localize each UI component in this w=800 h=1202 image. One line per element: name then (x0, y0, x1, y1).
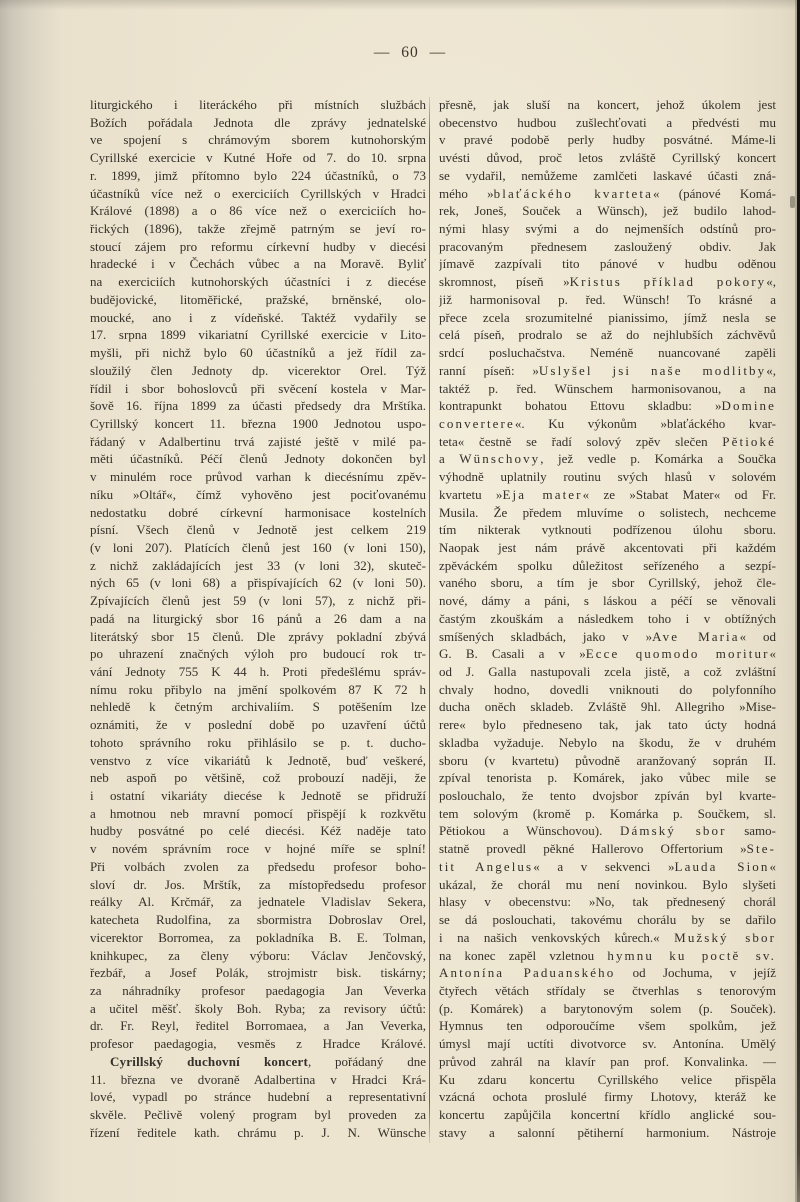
text-line: poslouchalo, že tento dvojsbor zpíván byl kvarte- (439, 788, 776, 804)
text-line: a hmotnou neb mravní pomocí přispějí k rozkvětu (90, 805, 426, 821)
text-line: tem solovým (kromě p. Komárka p. Součkem, sl. (439, 805, 776, 821)
text-line: vzácná ochota proslulé firmy Lhotovy, kteráž ke (439, 1089, 776, 1105)
text-line: obecenstvo hudbou zušlechťovati a předvésti mu (439, 114, 776, 130)
text-line: a Wünschovy, jež vedle p. Komárka a Součka (439, 451, 776, 467)
text-line: od J. Galla nastupovali zcela jistě, a což zvláštní (439, 664, 776, 679)
text-line: katecheta Rudolfina, za sbormistra Dobroslav Orel, (90, 912, 426, 928)
text-line: šově 16. října 1899 za účasti předsedy dra Mrštíka. (90, 398, 426, 414)
text-line: průvod zahrál na klavír pan prof. Konvalinka. — (439, 1053, 776, 1069)
text-line: mého »blaťáckého kvarteta« (pánové Komá- (439, 185, 776, 201)
text-line: Králové (1898) a o 86 více než o exerciciích ho- (90, 203, 426, 219)
text-line: hudby posvátné po celé diecési. Kéž naděje tato (90, 823, 426, 839)
scan-top-shadow (0, 0, 800, 10)
text-line: řádaný v Adalbertinu trvá zajisté ještě v milé pa- (90, 433, 426, 449)
text-line: i ostatní vikariáty diecése k Jednotě se přidruží (90, 788, 426, 804)
text-line: na exerciciích kutnohorských účastníci i z diecése (90, 274, 426, 290)
text-line: vání Jednoty 755 K 44 h. Proti předešlému správ- (90, 664, 426, 679)
text-line: nové, dámy a páni, s láskou a péčí se věnovali (439, 593, 776, 609)
text-line: v minulém roce průvod varhan k diecésnímu zpěv- (90, 469, 426, 485)
text-line: se dá poslouchati, takovému chorálu by se dařilo (439, 912, 776, 928)
text-line: nými hlasy svými a do nejmenších odstínů pro- (439, 221, 776, 237)
text-line: sloví dr. Jos. Mrštík, za místopředsedu profesor (90, 876, 426, 892)
text-line: r. 1899, jimž přítomno bylo 224 účastníků, o 73 (90, 167, 426, 183)
text-line: chvaly hodno, dovedli vniknouti do polyfonního (439, 681, 776, 697)
text-line: taktéž p. řed. Wünschem harmonisovanou, a na (439, 380, 776, 396)
text-line: Při volbách zvolen za předsedu profesor boho- (90, 858, 426, 874)
text-line: ve spojení s chrámovým sborem kutnohorským (90, 132, 426, 148)
text-line: řezbář, a Josef Polák, strojmistr bisk. tiskárny; (90, 965, 426, 981)
text-line: neb aspoň po většině, což probouzí naději, že (90, 770, 426, 786)
text-line: stavy a salonní pětiherní harmonium. Nástroje (439, 1124, 776, 1140)
text-line: 17. srpna 1899 vikariatní Cyrillské exercicie v Lito- (90, 327, 426, 343)
text-line: pracovaným přednesem zasloužený obdiv. Jak (439, 238, 776, 254)
text-line: dr. Fr. Reyl, ředitel Borromaea, a Jan Veverka, (90, 1018, 426, 1034)
text-line: moucké, ano i z vídeňské. Taktéž vydařily se (90, 309, 426, 325)
text-line: na konec zapěl vzletnou hymnu ku poctě sv. (439, 947, 776, 963)
text-line: se vydařil, nemůžeme zamlčeti laskavé účasti zná- (439, 167, 776, 183)
text-line: skromnost, píseň »Kristus příklad pokory«, (439, 274, 776, 290)
text-line: ducha oněch skladeb. Zvláště 9hl. Allegriho »Mise- (439, 699, 776, 715)
text-line: skladba vyžaduje. Nebylo na škodu, že v druhém (439, 734, 776, 750)
text-line: Ku zdaru koncertu Cyrillského velice přispěla (439, 1071, 776, 1087)
text-line: jímavě zazpívali tito pánové v hudbu oděnou (439, 256, 776, 272)
text-line: nedostatku dobré církevní harmonisace kostelních (90, 504, 426, 520)
column-divider-rule (429, 97, 430, 1143)
text-line: měti účastníků. Péčí členů Jednoty dokončen byl (90, 451, 426, 467)
text-line: padá na liturgický sbor 16 pánů a 26 dam a na (90, 610, 426, 626)
text-line: řízení ředitele kath. chrámu p. J. N. Wünsche (90, 1124, 426, 1140)
text-line: úmysl mají uctíti divotvorce sv. Antonína. Umělý (439, 1036, 776, 1052)
text-line: Pětiokou a Wünschovou). Dámský sbor samo- (439, 823, 776, 839)
text-line: venstvo z více vikariátů k Jednotě, buď veškeré, (90, 752, 426, 768)
text-line: myšli, při nichž bylo 60 účastníků a jež řídil za- (90, 345, 426, 361)
text-line: níku »Oltář«, čímž vyhověno jest pociťovanému (90, 486, 426, 502)
text-line: teta« čestně se řadí solový zpěv slečen Pětioké (439, 433, 776, 449)
text-line: convertere«. Ku výkonům »blaťáckého kvar- (439, 415, 776, 431)
text-line: řídil i sbor bohoslovců při svěcení kostela v Mar- (90, 380, 426, 396)
text-line: Cyrillský duchovní koncert, pořádaný dne (110, 1053, 426, 1069)
text-line: vaného sboru, a tím je sbor Cyrillský, jehož čle- (439, 575, 776, 591)
text-line: Musila. Že předem mluvíme o solistech, nechceme (439, 504, 776, 520)
text-line: nehledě k četným archivaliím. S potěšením lze (90, 699, 426, 715)
text-line: smíšených skladbách, jako v »Ave Maria« od (439, 628, 776, 644)
text-line: 11. března ve dvoraně Adalbertina v Hradci Krá- (90, 1071, 426, 1087)
text-line: Antonína Paduanského od Jochuma, v jejíž (439, 965, 776, 981)
text-line: zpíval tenorista p. Komárek, jako vůbec mile se (439, 770, 776, 786)
text-line: kontrapunkt bohatou Ettovu skladbu: »Domine (439, 398, 776, 414)
text-line: Zpívajících členů jest 59 (v loni 57), z nichž při- (90, 593, 426, 609)
text-line: rere« bylo předneseno tak, jak tato úcty hodná (439, 717, 776, 733)
text-line: častým zkouškám a následkem toho i v obtížných (439, 610, 776, 626)
text-line: čtyřech větách střídaly se čtverhlas s tenorovým (439, 982, 776, 998)
text-line: (v loni 207). Platících členů jest 160 (v loni 150), (90, 539, 426, 555)
text-line: tit Angelus« a v sekvenci »Lauda Sion« (439, 858, 776, 874)
text-line: budějovické, litoměřické, pražské, brněnské, olo- (90, 291, 426, 307)
text-line: Hymnus ten odporoučíme všem spolkům, jež (439, 1018, 776, 1034)
text-line: oznámiti, že v poslední době po uzavření účtů (90, 717, 426, 733)
text-line: kvartetu »Eja mater« ze »Stabat Mater« od Fr. (439, 486, 776, 502)
text-line: přesně, jak sluší na koncert, jehož úkolem jest (439, 97, 776, 112)
text-line: G. B. Casali a v »Ecce quomodo moritur« (439, 646, 776, 662)
text-line: (p. Komárek) a barytonovým solem (p. Souček). (439, 1000, 776, 1016)
text-line: hlasy v obecenstvu: »No, tak přednesený chorál (439, 894, 776, 910)
text-line: lové, vypadl po stránce hudební a representativní (90, 1089, 426, 1105)
text-line: hradecké i v Čechách vůbec a na Moravě. Byliť (90, 256, 426, 272)
text-line: uvésti důvod, proč letos zvláště Cyrillský koncert (439, 150, 776, 166)
text-line: tím nikterak vytknouti podřízenou úlohu sboru. (439, 522, 776, 538)
text-line: statně provedl pěkné Hallerovo Offertorium »Ste- (439, 841, 776, 857)
text-line: vicerektor Borromea, za pokladníka B. E. Tolman, (90, 929, 426, 945)
text-line: Cyrillský koncert 11. března 1900 Jednotou uspo- (90, 415, 426, 431)
text-line: písní. Všech členů v Jednotě jest celkem 219 (90, 522, 426, 538)
text-line: v novém správním roce v hojné míře se splní! (90, 841, 426, 857)
text-line: liturgického i literáckého při místních službách (90, 97, 426, 112)
text-line: Božích pořádala Jednota dle zprávy jednatelské (90, 114, 426, 130)
text-line: literátský sbor 15 členů. Dle zprávy pokladní zbývá (90, 628, 426, 644)
text-line: tohoto správního roku přihlásilo se p. t. ducho- (90, 734, 426, 750)
text-line: ranní píseň: »Uslyšel jsi naše modlitby«, (439, 362, 776, 378)
text-line: koncertu zapůjčila koncertní křídlo anglické sou- (439, 1106, 776, 1122)
text-line: ukázal, že chorál mu není novinkou. Bylo slyšeti (439, 876, 776, 892)
text-line: profesor paedagogia, vesměs z Hradce Králové. (90, 1036, 426, 1052)
scan-edge-nick (790, 196, 795, 208)
text-line: sloužilý člen Jednoty dp. vicerektor Orel. Týž (90, 362, 426, 378)
text-line: v pravé podobě perly hudby posvátné. Máme-li (439, 132, 776, 148)
text-line: nímu roku přibylo na jmění spolkovém 87 K 72 h (90, 681, 426, 697)
text-column-left (90, 96, 426, 1141)
text-line: ných 65 (v loni 68) a přispívajících 62 (v loni 50). (90, 575, 426, 591)
text-line: po uhrazení značných výloh pro budoucí rok tr- (90, 646, 426, 662)
text-line: celá píseň, prodralo se až do nejhlubších záchvěvů (439, 327, 776, 343)
text-line: Naopak jest nám právě akcentovati při každém (439, 539, 776, 555)
text-line: knihkupec, za členy výboru: Václav Jenčovský, (90, 947, 426, 963)
page-number: — 60 — (373, 44, 447, 61)
text-line: řických (1896), takže zřejmě patrným se jeví ro- (90, 221, 426, 237)
text-line: rek, Joneš, Souček a Wünsch), jež budilo lahod- (439, 203, 776, 219)
text-line: i na našich venkovských kůrech.« Mužský sbor (439, 929, 776, 945)
text-line: stoucí zájem pro reformu církevní hudby v diecési (90, 238, 426, 254)
text-column-right (439, 96, 776, 1141)
text-line: sboru (v kvartetu) původně aranžovaný soprán II. (439, 752, 776, 768)
text-line: výhodně uplatnily routinu svých hlasů v solovém (439, 469, 776, 485)
text-line: účastníků více než o exerciciích Cyrillských v Hradci (90, 185, 426, 201)
text-line: Cyrillské exercicie v Kutné Hoře od 7. do 10. srpna (90, 150, 426, 166)
text-line: srdcí posluchačstva. Neméně nuancované zapěli (439, 345, 776, 361)
text-line: z nichž zakládajících jest 33 (v loni 32), skuteč- (90, 557, 426, 573)
text-line: již harmonisoval p. řed. Wünsch! To krásné a (439, 291, 776, 307)
text-line: a učitel měšť. školy Boh. Ryba; za revisory účtů: (90, 1000, 426, 1016)
text-line: zpěváckém spolku důležitost seřízeného a sezpí- (439, 557, 776, 573)
text-line: reálky Al. Krčmář, za jednatele Vladislav Sekera, (90, 894, 426, 910)
text-line: za náhradníky profesor paedagogia Jan Veverka (90, 982, 426, 998)
text-line: přece zcela srozumitelné pianissimo, jímž nesla se (439, 309, 776, 325)
text-line: skvěle. Pečlivě volený program byl proveden za (90, 1106, 426, 1122)
